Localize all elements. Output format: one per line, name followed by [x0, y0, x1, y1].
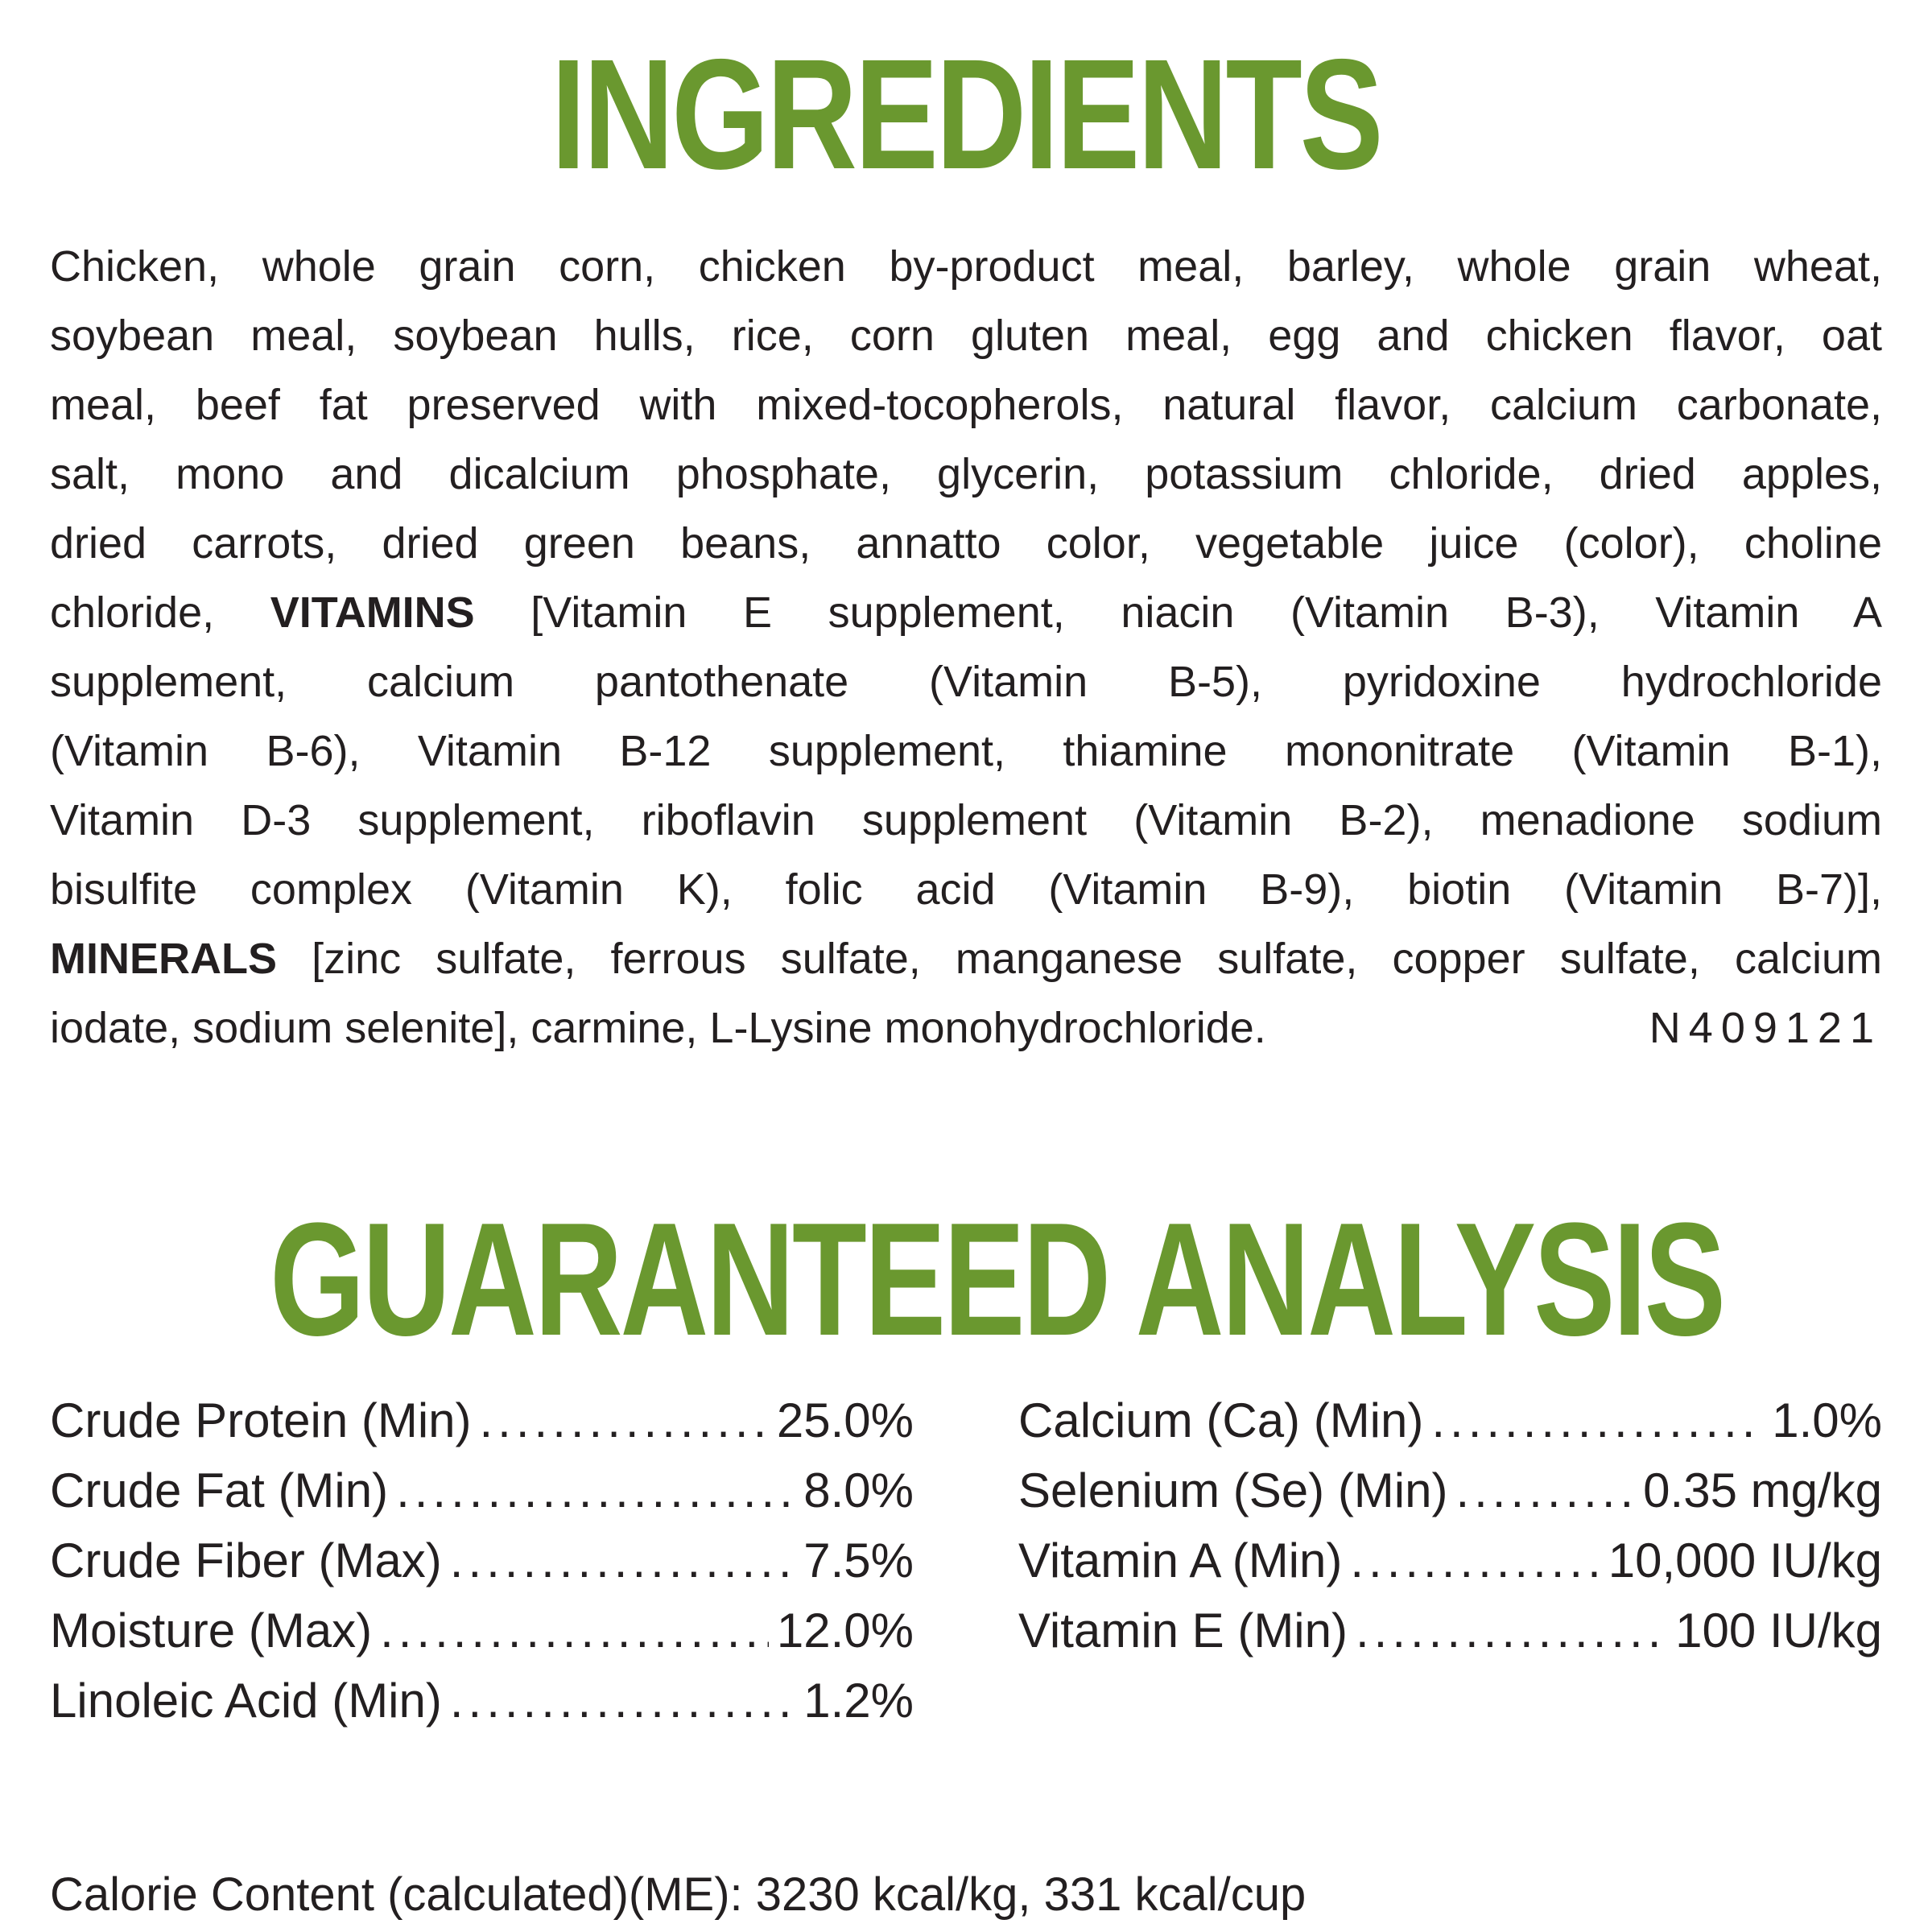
ingredient-line	[50, 647, 1882, 716]
ingredient-line	[50, 993, 1882, 1063]
dot-leader	[380, 1603, 769, 1658]
ingredient-text-segment: iodate, sodium selenite], carmine, L-Lysine monohydrochloride.	[50, 1004, 1266, 1052]
ingredient-category-bold: VITAMINS	[270, 588, 475, 637]
analysis-value: 12.0%	[776, 1604, 914, 1657]
dot-leader	[1431, 1393, 1764, 1448]
analysis-value: 1.2%	[803, 1674, 914, 1728]
ingredient-line	[50, 301, 1882, 370]
analysis-row	[1018, 1463, 1882, 1533]
ingredient-text-segment: supplement, calcium pantothenate (Vitamin B-5), pyridoxine hydrochloride	[50, 658, 1882, 706]
ingredient-line	[50, 440, 1882, 509]
ingredient-line	[50, 232, 1882, 301]
ingredient-text-segment: meal, beef fat preserved with mixed-tocopherols, natural flavor, calcium carbonate,	[50, 381, 1882, 429]
analysis-row	[50, 1533, 914, 1603]
analysis-row	[50, 1673, 914, 1743]
dot-leader	[480, 1393, 769, 1448]
guaranteed-analysis-table	[50, 1393, 1882, 1743]
ingredient-line	[50, 786, 1882, 855]
dot-leader	[450, 1533, 795, 1588]
analysis-label: Calcium (Ca) (Min)	[1018, 1393, 1424, 1447]
analysis-label: Moisture (Max)	[50, 1604, 373, 1657]
guaranteed-analysis-title: GUARANTEED ANALYSIS	[270, 1190, 1724, 1369]
analysis-label: Vitamin E (Min)	[1018, 1604, 1348, 1657]
analysis-row	[50, 1463, 914, 1533]
ingredient-line	[50, 924, 1882, 993]
ingredient-line	[50, 509, 1882, 578]
guaranteed-analysis-right-column	[1018, 1393, 1882, 1743]
guaranteed-analysis-left-column	[50, 1393, 914, 1743]
ingredient-line	[50, 370, 1882, 440]
product-code: N409121	[1649, 1004, 1882, 1052]
analysis-value: 100 IU/kg	[1675, 1604, 1882, 1657]
analysis-label: Crude Fiber (Max)	[50, 1534, 442, 1587]
analysis-row	[50, 1393, 914, 1463]
analysis-value: 25.0%	[776, 1393, 914, 1447]
ingredient-text-segment: [zinc sulfate, ferrous sulfate, manganese sulfate, copper sulfate, calcium	[277, 935, 1882, 983]
ingredients-paragraph	[50, 232, 1882, 1063]
analysis-label: Crude Protein (Min)	[50, 1393, 472, 1447]
ingredient-text-segment: salt, mono and dicalcium phosphate, glycerin, potassium chloride, dried apples,	[50, 450, 1882, 498]
dot-leader	[1455, 1463, 1635, 1518]
analysis-row	[50, 1603, 914, 1673]
analysis-label: Crude Fat (Min)	[50, 1463, 389, 1517]
dot-leader	[396, 1463, 795, 1518]
ingredient-text-segment: [Vitamin E supplement, niacin (Vitamin B-3), Vitamin A	[474, 588, 1882, 637]
analysis-value: 7.5%	[803, 1534, 914, 1587]
analysis-row	[1018, 1533, 1882, 1603]
ingredient-text-segment: Vitamin D-3 supplement, riboflavin supplement (Vitamin B-2), menadione sodium	[50, 796, 1882, 844]
dot-leader	[450, 1673, 795, 1728]
ingredient-line	[50, 578, 1882, 647]
ingredient-line	[50, 855, 1882, 924]
ingredient-text-segment: chloride,	[50, 588, 270, 637]
analysis-row	[1018, 1393, 1882, 1463]
ingredients-title: INGREDIENTS	[551, 27, 1381, 202]
ingredient-text-segment: Chicken, whole grain corn, chicken by-product meal, barley, whole grain wheat,	[50, 242, 1882, 291]
ingredient-text-segment: (Vitamin B-6), Vitamin B-12 supplement, thiamine mononitrate (Vitamin B-1),	[50, 727, 1882, 775]
analysis-value: 1.0%	[1772, 1393, 1882, 1447]
ingredient-text-segment: bisulfite complex (Vitamin K), folic acid (Vitamin B-9), biotin (Vitamin B-7)],	[50, 865, 1882, 914]
ingredient-category-bold: MINERALS	[50, 935, 277, 983]
dot-leader	[1356, 1603, 1667, 1658]
ingredient-line	[50, 716, 1882, 786]
analysis-row	[1018, 1603, 1882, 1673]
analysis-value: 8.0%	[803, 1463, 914, 1517]
ingredient-text-segment: dried carrots, dried green beans, annatto color, vegetable juice (color), choline	[50, 519, 1882, 568]
dot-leader	[1350, 1533, 1600, 1588]
analysis-label: Vitamin A (Min)	[1018, 1534, 1343, 1587]
analysis-value: 0.35 mg/kg	[1643, 1463, 1882, 1517]
ingredient-text-segment: soybean meal, soybean hulls, rice, corn gluten meal, egg and chicken flavor, oat	[50, 312, 1882, 360]
analysis-label: Selenium (Se) (Min)	[1018, 1463, 1448, 1517]
calorie-content-line: Calorie Content (calculated)(ME): 3230 kcal/kg, 331 kcal/cup	[50, 1868, 1307, 1921]
analysis-label: Linoleic Acid (Min)	[50, 1674, 442, 1728]
analysis-value: 10,000 IU/kg	[1608, 1534, 1882, 1587]
